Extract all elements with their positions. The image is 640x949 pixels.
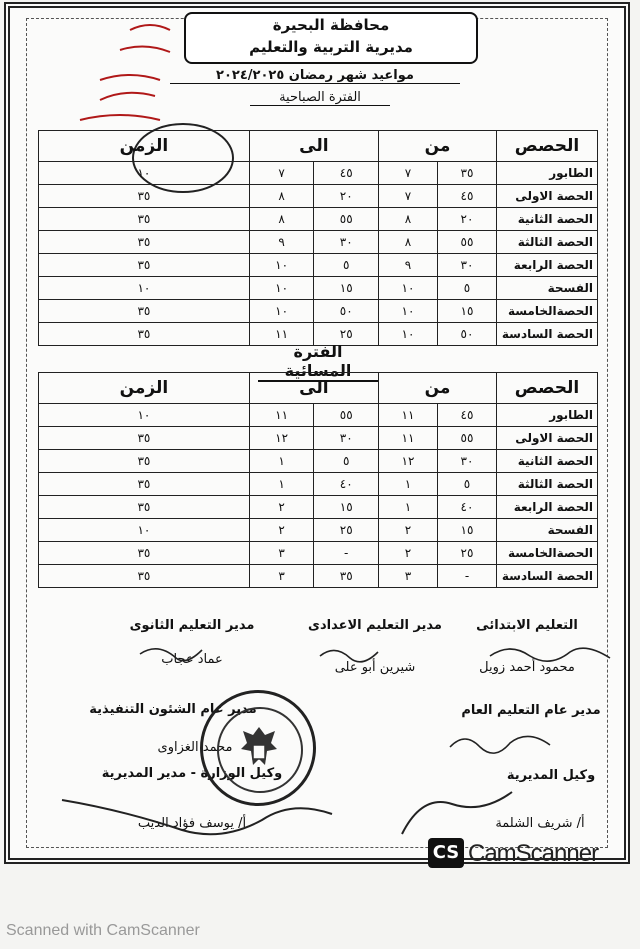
duration: ٣٥ bbox=[39, 542, 250, 565]
period-name: الحصة الرابعة bbox=[497, 496, 598, 519]
from-minute: ٣٠ bbox=[438, 450, 497, 473]
from-hour: ١١ bbox=[379, 404, 438, 427]
period-name: الحصة الرابعة bbox=[497, 254, 598, 277]
to-minute: ٣٠ bbox=[314, 231, 379, 254]
scan-footer: Scanned with CamScanner bbox=[6, 922, 200, 939]
from-hour: ٧ bbox=[379, 185, 438, 208]
period-name: الحصةالخامسة bbox=[497, 300, 598, 323]
duration: ٣٥ bbox=[39, 208, 250, 231]
period-name: الحصة الثالثة bbox=[497, 473, 598, 496]
primary-name: محمود أحمد زويل bbox=[479, 660, 575, 675]
period-name: الحصة الثانية bbox=[497, 450, 598, 473]
from-minute: ٥٥ bbox=[438, 231, 497, 254]
to-minute: ٢٥ bbox=[314, 519, 379, 542]
period-name: الحصة الاولى bbox=[497, 427, 598, 450]
duration: ٣٥ bbox=[39, 254, 250, 277]
from-minute: - bbox=[438, 565, 497, 588]
secondary-title: مدير التعليم الثانوى bbox=[129, 618, 255, 633]
from-minute: ٥ bbox=[438, 277, 497, 300]
period-name: الحصة الثانية bbox=[497, 208, 598, 231]
to-hour: ١١ bbox=[249, 404, 314, 427]
table-row bbox=[39, 231, 598, 254]
to-minute: ٥ bbox=[314, 450, 379, 473]
director-title: وكيل الوزارة - مدير المديرية bbox=[101, 766, 283, 781]
to-minute: ٣٠ bbox=[314, 427, 379, 450]
to-hour: ١٢ bbox=[249, 427, 314, 450]
table-row bbox=[39, 450, 598, 473]
table-row bbox=[39, 277, 598, 300]
table-row bbox=[39, 208, 598, 231]
primary-title: التعليم الابتدائى bbox=[476, 618, 578, 633]
from-hour: ١٠ bbox=[379, 300, 438, 323]
to-hour: ١٠ bbox=[249, 300, 314, 323]
period-name: الحصة السادسة bbox=[497, 565, 598, 588]
from-hour: ٣ bbox=[379, 565, 438, 588]
table-row bbox=[39, 254, 598, 277]
from-minute: ٢٥ bbox=[438, 542, 497, 565]
governorate-name: محافظة البحيرة bbox=[272, 16, 390, 34]
to-minute: ٤٠ bbox=[314, 473, 379, 496]
period-name: الحصة الاولى bbox=[497, 185, 598, 208]
director-signature bbox=[52, 780, 352, 850]
duration: ٣٥ bbox=[39, 231, 250, 254]
to-minute: ٥٠ bbox=[314, 300, 379, 323]
evening-period-title: الفترة المسائية bbox=[258, 342, 378, 382]
period-name: الحصةالخامسة bbox=[497, 542, 598, 565]
to-hour: ٨ bbox=[249, 185, 314, 208]
table-row bbox=[39, 404, 598, 427]
camscanner-brand: CamScanner bbox=[468, 840, 599, 867]
evening-table bbox=[38, 372, 598, 588]
from-hour: ٩ bbox=[379, 254, 438, 277]
header-duration: الزمن bbox=[39, 131, 250, 162]
header-to: الى bbox=[249, 131, 378, 162]
eagle-emblem-icon bbox=[237, 723, 281, 775]
gm-education-title: مدير عام التعليم العام bbox=[461, 703, 601, 718]
from-hour: ٢ bbox=[379, 519, 438, 542]
prep-name: شيرين أبو على bbox=[334, 660, 416, 675]
from-minute: ٤٥ bbox=[438, 185, 497, 208]
header-to: الى bbox=[249, 373, 378, 404]
from-minute: ٤٠ bbox=[438, 496, 497, 519]
to-hour: ٢ bbox=[249, 496, 314, 519]
from-hour: ١٢ bbox=[379, 450, 438, 473]
table-row bbox=[39, 542, 598, 565]
header-periods: الحصص bbox=[497, 131, 598, 162]
to-minute: ٣٥ bbox=[314, 565, 379, 588]
to-hour: ٣ bbox=[249, 542, 314, 565]
table-row bbox=[39, 565, 598, 588]
period-name: الطابور bbox=[497, 162, 598, 185]
table-row bbox=[39, 473, 598, 496]
table-row bbox=[39, 427, 598, 450]
to-hour: ٢ bbox=[249, 519, 314, 542]
from-minute: ٢٠ bbox=[438, 208, 497, 231]
to-minute: ٤٥ bbox=[314, 162, 379, 185]
to-hour: ٧ bbox=[249, 162, 314, 185]
morning-table bbox=[38, 130, 598, 346]
from-minute: ١٥ bbox=[438, 519, 497, 542]
exec-title: مدير عام الشئون التنفيذية bbox=[89, 702, 257, 717]
from-hour: ١١ bbox=[379, 427, 438, 450]
period-name: الفسحة bbox=[497, 277, 598, 300]
deputy-name: أ/ شريف الشلمة bbox=[495, 816, 585, 831]
period-name: الحصة السادسة bbox=[497, 323, 598, 346]
header-from: من bbox=[379, 373, 497, 404]
prep-title: مدير التعليم الاعدادى bbox=[308, 618, 442, 633]
duration: ٣٥ bbox=[39, 473, 250, 496]
from-minute: ٥ bbox=[438, 473, 497, 496]
to-hour: ٩ bbox=[249, 231, 314, 254]
from-minute: ٥٠ bbox=[438, 323, 497, 346]
from-minute: ٣٠ bbox=[438, 254, 497, 277]
deputy-title: وكيل المديرية bbox=[506, 768, 596, 783]
from-minute: ٥٥ bbox=[438, 427, 497, 450]
from-hour: ٨ bbox=[379, 208, 438, 231]
to-hour: ٨ bbox=[249, 208, 314, 231]
table-row bbox=[39, 162, 598, 185]
duration: ٣٥ bbox=[39, 496, 250, 519]
to-minute: ٥٥ bbox=[314, 404, 379, 427]
to-minute: - bbox=[314, 542, 379, 565]
to-hour: ١٠ bbox=[249, 254, 314, 277]
duration: ٣٥ bbox=[39, 565, 250, 588]
period-name: الحصة الثالثة bbox=[497, 231, 598, 254]
to-hour: ١ bbox=[249, 473, 314, 496]
from-hour: ٨ bbox=[379, 231, 438, 254]
from-hour: ١ bbox=[379, 473, 438, 496]
header-periods: الحصص bbox=[497, 373, 598, 404]
directorate-name: مديرية التربية والتعليم bbox=[249, 38, 413, 56]
table-row bbox=[39, 185, 598, 208]
to-hour: ١٠ bbox=[249, 277, 314, 300]
from-minute: ٣٥ bbox=[438, 162, 497, 185]
deputy-signature bbox=[392, 784, 542, 844]
to-hour: ١ bbox=[249, 450, 314, 473]
duration: ٣٥ bbox=[39, 185, 250, 208]
from-minute: ١٥ bbox=[438, 300, 497, 323]
to-minute: ١٥ bbox=[314, 496, 379, 519]
to-minute: ٢٥ bbox=[314, 323, 379, 346]
to-hour: ٣ bbox=[249, 565, 314, 588]
period-name: الطابور bbox=[497, 404, 598, 427]
signature-strokes bbox=[120, 636, 620, 686]
official-stamp bbox=[200, 690, 316, 806]
from-hour: ٢ bbox=[379, 542, 438, 565]
duration: ٣٥ bbox=[39, 323, 250, 346]
from-hour: ٧ bbox=[379, 162, 438, 185]
header-duration: الزمن bbox=[39, 373, 250, 404]
duration: ٣٥ bbox=[39, 450, 250, 473]
exec-name: محمد الغزاوى bbox=[157, 740, 233, 755]
signature-strokes-2 bbox=[440, 722, 580, 762]
table-row bbox=[39, 519, 598, 542]
duration: ١٠ bbox=[39, 404, 250, 427]
from-hour: ١ bbox=[379, 496, 438, 519]
from-hour: ١٠ bbox=[379, 323, 438, 346]
duration: ١٠ bbox=[39, 162, 250, 185]
secondary-name: عماد عجاب bbox=[161, 652, 223, 667]
duration: ١٠ bbox=[39, 519, 250, 542]
header-box bbox=[184, 12, 478, 64]
to-minute: ١٥ bbox=[314, 277, 379, 300]
from-hour: ١٠ bbox=[379, 277, 438, 300]
table-row bbox=[39, 496, 598, 519]
period-name: الفسحة bbox=[497, 519, 598, 542]
duration: ٣٥ bbox=[39, 300, 250, 323]
table-row bbox=[39, 300, 598, 323]
header-from: من bbox=[379, 131, 497, 162]
to-hour: ١١ bbox=[249, 323, 314, 346]
morning-period-title: الفترة الصباحية bbox=[250, 90, 390, 106]
duration: ٣٥ bbox=[39, 427, 250, 450]
schedule-subtitle: مواعيد شهر رمضان ٢٠٢٤/٢٠٢٥ bbox=[170, 68, 460, 84]
director-name: أ/ يوسف فؤاد الديب bbox=[137, 816, 247, 831]
from-minute: ٤٥ bbox=[438, 404, 497, 427]
duration: ١٠ bbox=[39, 277, 250, 300]
to-minute: ٥٥ bbox=[314, 208, 379, 231]
camscanner-logo-icon: CS bbox=[428, 838, 464, 868]
to-minute: ٥ bbox=[314, 254, 379, 277]
to-minute: ٢٠ bbox=[314, 185, 379, 208]
